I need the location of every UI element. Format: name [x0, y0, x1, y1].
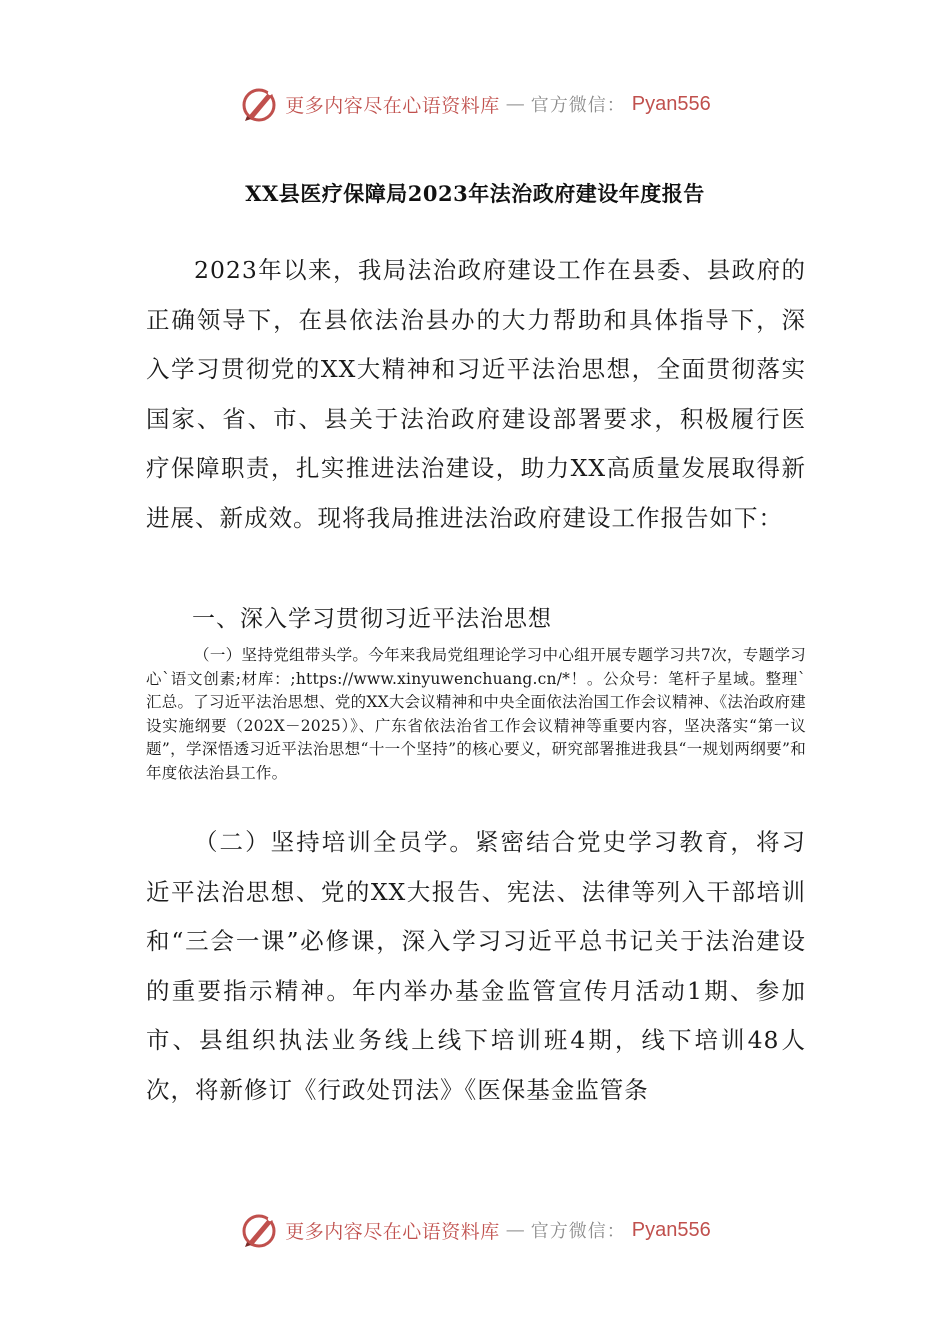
watermark-header: [0, 82, 950, 126]
pen-logo-icon: [239, 1210, 279, 1250]
watermark-brand-text: 更多内容尽在心语资料库: [285, 94, 500, 117]
section-item-1-paragraph: （一）坚持党组带头学。今年来我局党组理论学习中心组开展专题学习共7次，专题学习心`语文创素;材库：;https://www.xinyuwenchuang.cn/*！。公众号：笔杆子星域。整理`汇总。了习近平法治思想、党的XX大会议精神和中央全面依法治国工作会议精神、《法治政府建设实施纲要（202X－2025）》、广东省依法治省工作会议精神等重要内容，坚决落实“第一议题”，学深悟透习近平法治思想“十一个坚持”的核心要义，研究部署推进我县“一规划两纲要”和年度依法治县工作。: [146, 646, 806, 782]
watermark-separator: —: [505, 1219, 525, 1241]
intro-paragraph: 2023年以来，我局法治政府建设工作在县委、县政府的正确领导下，在县依法治县办的大力帮助和具体指导下，深入学习贯彻党的XX大精神和习近平法治思想，全面贯彻落实国家、省、市、县关于法治政府建设部署要求，积极履行医疗保障职责，扎实推进法治建设，助力XX高质量发展取得新进展、新成效。现将我局推进法治政府建设工作报告如下：: [146, 256, 806, 532]
watermark-account-handle: Pyan556: [631, 92, 711, 115]
watermark-brand-text: 更多内容尽在心语资料库: [285, 1220, 500, 1243]
watermark-account-label: 官方微信：: [530, 1221, 626, 1242]
watermark-account-label: 官方微信：: [530, 95, 626, 116]
section-item-2-paragraph: （二）坚持培训全员学。紧密结合党史学习教育，将习近平法治思想、党的XX大报告、宪法、法律等列入干部培训和“三会一课”必修课，深入学习习近平总书记关于法治建设的重要指示精神。年内举办基金监管宣传月活动1期、参加市、县组织执法业务线上线下培训班4期，线下培训48人次，将新修订《行政处罚法》《医保基金监管条: [146, 828, 806, 1104]
watermark-account-handle: Pyan556: [631, 1218, 711, 1241]
watermark-separator: —: [505, 93, 525, 115]
pen-logo-icon: [239, 84, 279, 124]
document-title: XX县医疗保障局2023年法治政府建设年度报告: [245, 181, 705, 206]
watermark-footer: [0, 1208, 950, 1252]
section-heading: 一、深入学习贯彻习近平法治思想: [192, 606, 552, 632]
